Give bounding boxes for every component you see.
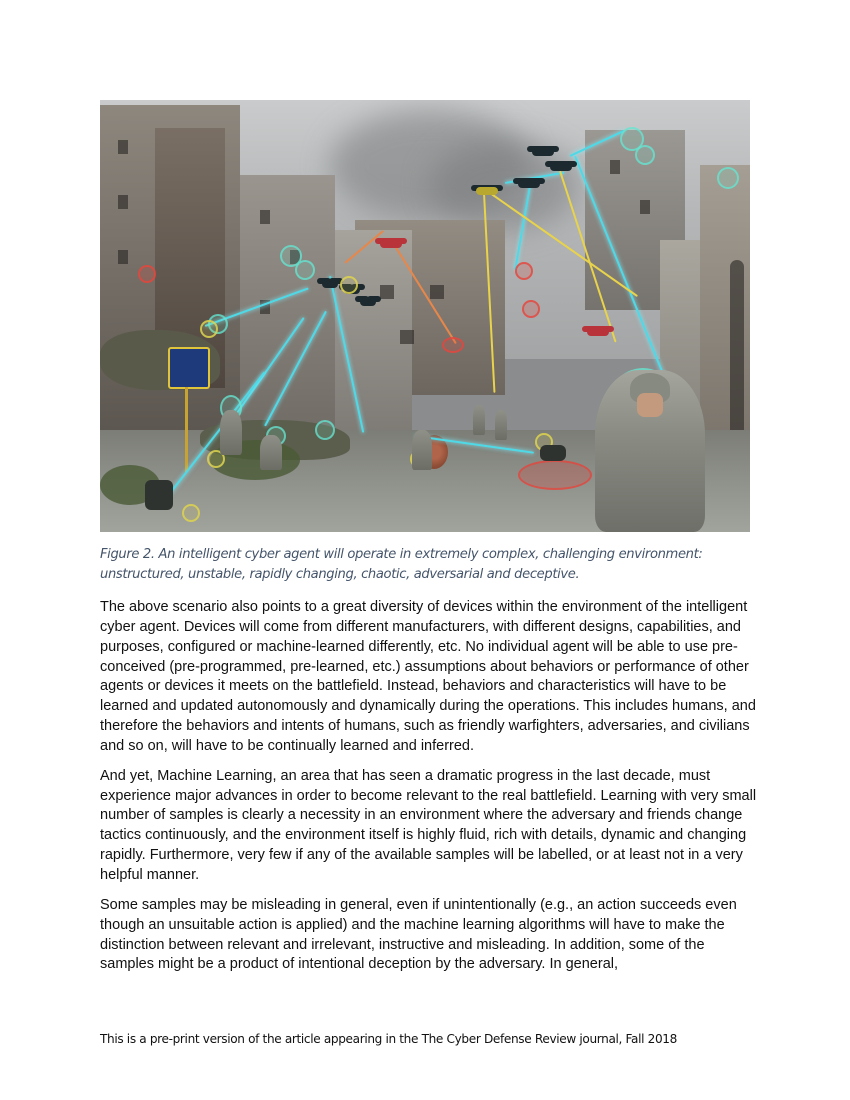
soldier bbox=[220, 410, 242, 455]
window bbox=[640, 200, 650, 214]
soldier bbox=[473, 405, 485, 435]
figure-illustration bbox=[100, 100, 750, 532]
window bbox=[118, 250, 128, 264]
paragraph: And yet, Machine Learning, an area that has seen a dramatic progress in the last decade, must experience major advances in order to become relevant to the real battlefield. Learning with very small number of samples is clearly a necessity in an environment where the adversary and friends change tactics continuously, and the environment itself is highly fluid, rich with details, dynamic and changing rapidly. Furthermore, very few if any of the available samples will be labelled, or at least not in a very helpful manner. bbox=[100, 767, 757, 883]
node-halo bbox=[182, 504, 200, 522]
drone-icon bbox=[550, 163, 572, 171]
drone-icon bbox=[518, 180, 540, 188]
soldier bbox=[412, 430, 432, 470]
robot-signal-ring bbox=[518, 460, 592, 490]
node-halo bbox=[295, 260, 315, 280]
drone-icon bbox=[476, 187, 498, 195]
drone-icon bbox=[322, 280, 338, 288]
page-footer: This is a pre-print version of the article appearing in the The Cyber Defense Review journal, Fall 2018 bbox=[100, 1032, 677, 1046]
drone-red-icon bbox=[587, 328, 609, 336]
node-halo-red bbox=[522, 300, 540, 318]
node-halo bbox=[340, 276, 358, 294]
window bbox=[610, 160, 620, 174]
ground-robot bbox=[540, 445, 566, 461]
node-halo-red bbox=[138, 265, 156, 283]
drone-icon bbox=[360, 298, 376, 306]
node-halo bbox=[635, 145, 655, 165]
window bbox=[400, 330, 414, 344]
window bbox=[118, 195, 128, 209]
paragraph: Some samples may be misleading in general, even if unintentionally (e.g., an action succeeds even though an unsuitable action is applied) and the machine learning algorithms will have to make the distinction between relevant and irrelevant, instructive and misleading. In addition, some of the samples might be a product of intentional deception by the adversary. In general, bbox=[100, 896, 737, 973]
ground-robot bbox=[145, 480, 173, 510]
soldier bbox=[495, 410, 507, 440]
node-halo-red bbox=[442, 337, 464, 353]
window bbox=[260, 210, 270, 224]
paragraph: The above scenario also points to a great diversity of devices within the environment of the intelligent cyber agent. Devices will come from different manufacturers, with different designs, capabilities, and purposes, configured or machine-learned differently, etc. No individual agent will be able to use pre-conceived (pre-programmed, pre-learned, etc.) assumptions about behaviors or performance of other agents or devices it meets on the battlefield. Instead, behaviors and characteristics will have to be learned and updated autonomously and dynamically during the operations. This includes humans, and therefore the behaviors and intents of humans, such as friendly warfighters, adversaries, and civilians and so on, will have to be continually learned and inferred. bbox=[100, 599, 756, 754]
window bbox=[118, 140, 128, 154]
node-halo-red bbox=[515, 262, 533, 280]
soldier-face bbox=[637, 393, 663, 417]
node-halo bbox=[717, 167, 739, 189]
window bbox=[430, 285, 444, 299]
soldier bbox=[260, 435, 282, 470]
drone-red-icon bbox=[380, 240, 402, 248]
street-sign bbox=[168, 347, 210, 389]
window bbox=[380, 285, 394, 299]
building bbox=[235, 175, 335, 455]
sign-post bbox=[185, 387, 188, 472]
smoke-cloud bbox=[430, 140, 580, 230]
body-text bbox=[100, 598, 760, 985]
figure-caption: Figure 2. An intelligent cyber agent will operate in extremely complex, challenging environment: unstructured, unstable, rapidly changing, chaotic, adversarial and deceptive. bbox=[100, 547, 703, 582]
drone-icon bbox=[532, 148, 554, 156]
node-halo bbox=[315, 420, 335, 440]
node-halo bbox=[200, 320, 218, 338]
